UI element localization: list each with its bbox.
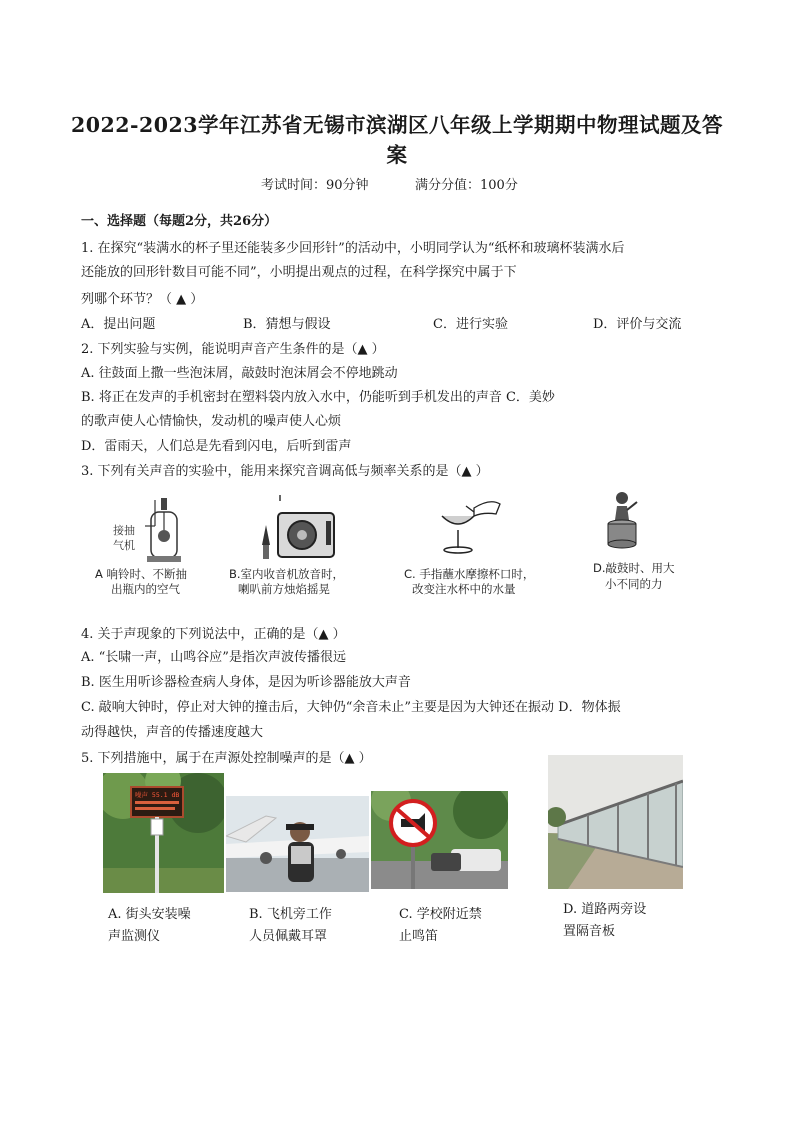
q3-figure-b <box>250 495 340 570</box>
q2-option-c: 的歌声使人心情愉快，发动机的噪声使人心烦 <box>81 414 342 429</box>
q1-line2: 还能放的回形针数目可能不同”，小明提出观点的过程，在科学探究中属于下 <box>81 265 517 280</box>
q3-caption-b-1: B.室内收音机放音时， <box>229 567 345 581</box>
q3-figure-c <box>430 492 510 562</box>
q5-caption-b-1: B. 飞机旁工作 <box>249 907 332 922</box>
q4-option-c: C. 敲响大钟时，停止对大钟的撞击后，大钟仍“余音未止”主要是因为大钟还在振动 D．物体振 <box>81 700 621 715</box>
q3-figure-d <box>597 488 647 558</box>
q5-caption-d-2: 置隔音板 <box>563 924 616 939</box>
q5-photo-b <box>226 796 369 892</box>
q2-stem: 2. 下列实验与实例，能说明声音产生条件的是（▲ ） <box>81 342 385 357</box>
noise-display-text: 噪声 55.1 dB <box>135 791 180 799</box>
q1-option-a: A．提出问题 <box>81 317 156 332</box>
q5-caption-c-2: 止鸣笛 <box>399 929 439 944</box>
page-title: 2022-2023学年江苏省无锡市滨湖区八年级上学期期中物理试题及答 <box>70 113 724 137</box>
q3-caption-c-2: 改变注水杯中的水量 <box>412 582 516 596</box>
q2-option-a: A. 往鼓面上撒一些泡沫屑，敲鼓时泡沫屑会不停地跳动 <box>81 366 398 381</box>
q3-caption-a-2: 出瓶内的空气 <box>111 582 180 596</box>
q3-caption-d-2: 小不同的力 <box>605 577 663 591</box>
pump-label-2: 气机 <box>113 539 135 552</box>
q3-caption-a-1: A 响铃时、不断抽 <box>95 567 188 581</box>
q1-option-d: D．评价与交流 <box>593 317 682 332</box>
q3-figure-a <box>95 490 205 575</box>
q4-option-b: B. 医生用听诊器检查病人身体，是因为听诊器能放大声音 <box>81 675 411 690</box>
full-score: 满分分值：100分 <box>415 178 518 193</box>
q5-caption-a-2: 声监测仪 <box>108 929 161 944</box>
q2-option-b: B. 将正在发声的手机密封在塑料袋内放入水中，仍能听到手机发出的声音 C．美妙 <box>81 390 555 405</box>
q1-option-b: B．猜想与假设 <box>243 317 331 332</box>
q1-option-c: C．进行实验 <box>433 317 508 332</box>
exam-time: 考试时间：90分钟 <box>261 178 369 193</box>
pump-label-1: 接抽 <box>113 524 135 537</box>
q5-caption-b-2: 人员佩戴耳罩 <box>249 929 328 944</box>
q5-caption-a-1: A. 街头安装噪 <box>108 907 191 922</box>
q1-line3: 列哪个环节？（ ▲ ） <box>81 292 204 307</box>
q3-caption-c-1: C. 手指蘸水摩擦杯口时， <box>404 567 535 581</box>
q5-stem: 5. 下列措施中，属于在声源处控制噪声的是（▲ ） <box>81 751 372 766</box>
section-heading: 一、选择题（每题2分，共26分） <box>81 214 278 229</box>
q5-photo-d <box>548 755 683 889</box>
q3-caption-d-1: D.敲鼓时、用大 <box>593 561 675 575</box>
q4-option-d: 动得越快，声音的传播速度越大 <box>81 725 264 740</box>
q1-line1: 1. 在探究“装满水的杯子里还能装多少回形针”的活动中，小明同学认为“纸杯和玻璃杯装满水后 <box>81 241 625 256</box>
q5-caption-d-1: D. 道路两旁设 <box>563 902 647 917</box>
q4-stem: 4. 关于声现象的下列说法中，正确的是（▲ ） <box>81 627 346 642</box>
q5-photo-c <box>371 791 508 889</box>
q3-stem: 3. 下列有关声音的实验中，能用来探究音调高低与频率关系的是（▲ ） <box>81 464 489 479</box>
page-title-continued: 案 <box>386 143 408 167</box>
q5-caption-c-1: C. 学校附近禁 <box>399 907 482 922</box>
q3-caption-b-2: 喇叭前方烛焰摇晃 <box>238 582 330 596</box>
q2-option-d: D．雷雨天，人们总是先看到闪电，后听到雷声 <box>81 439 352 454</box>
q5-photo-a <box>103 773 224 893</box>
q4-option-a: A. “长啸一声，山鸣谷应”是指次声波传播很远 <box>81 650 346 665</box>
